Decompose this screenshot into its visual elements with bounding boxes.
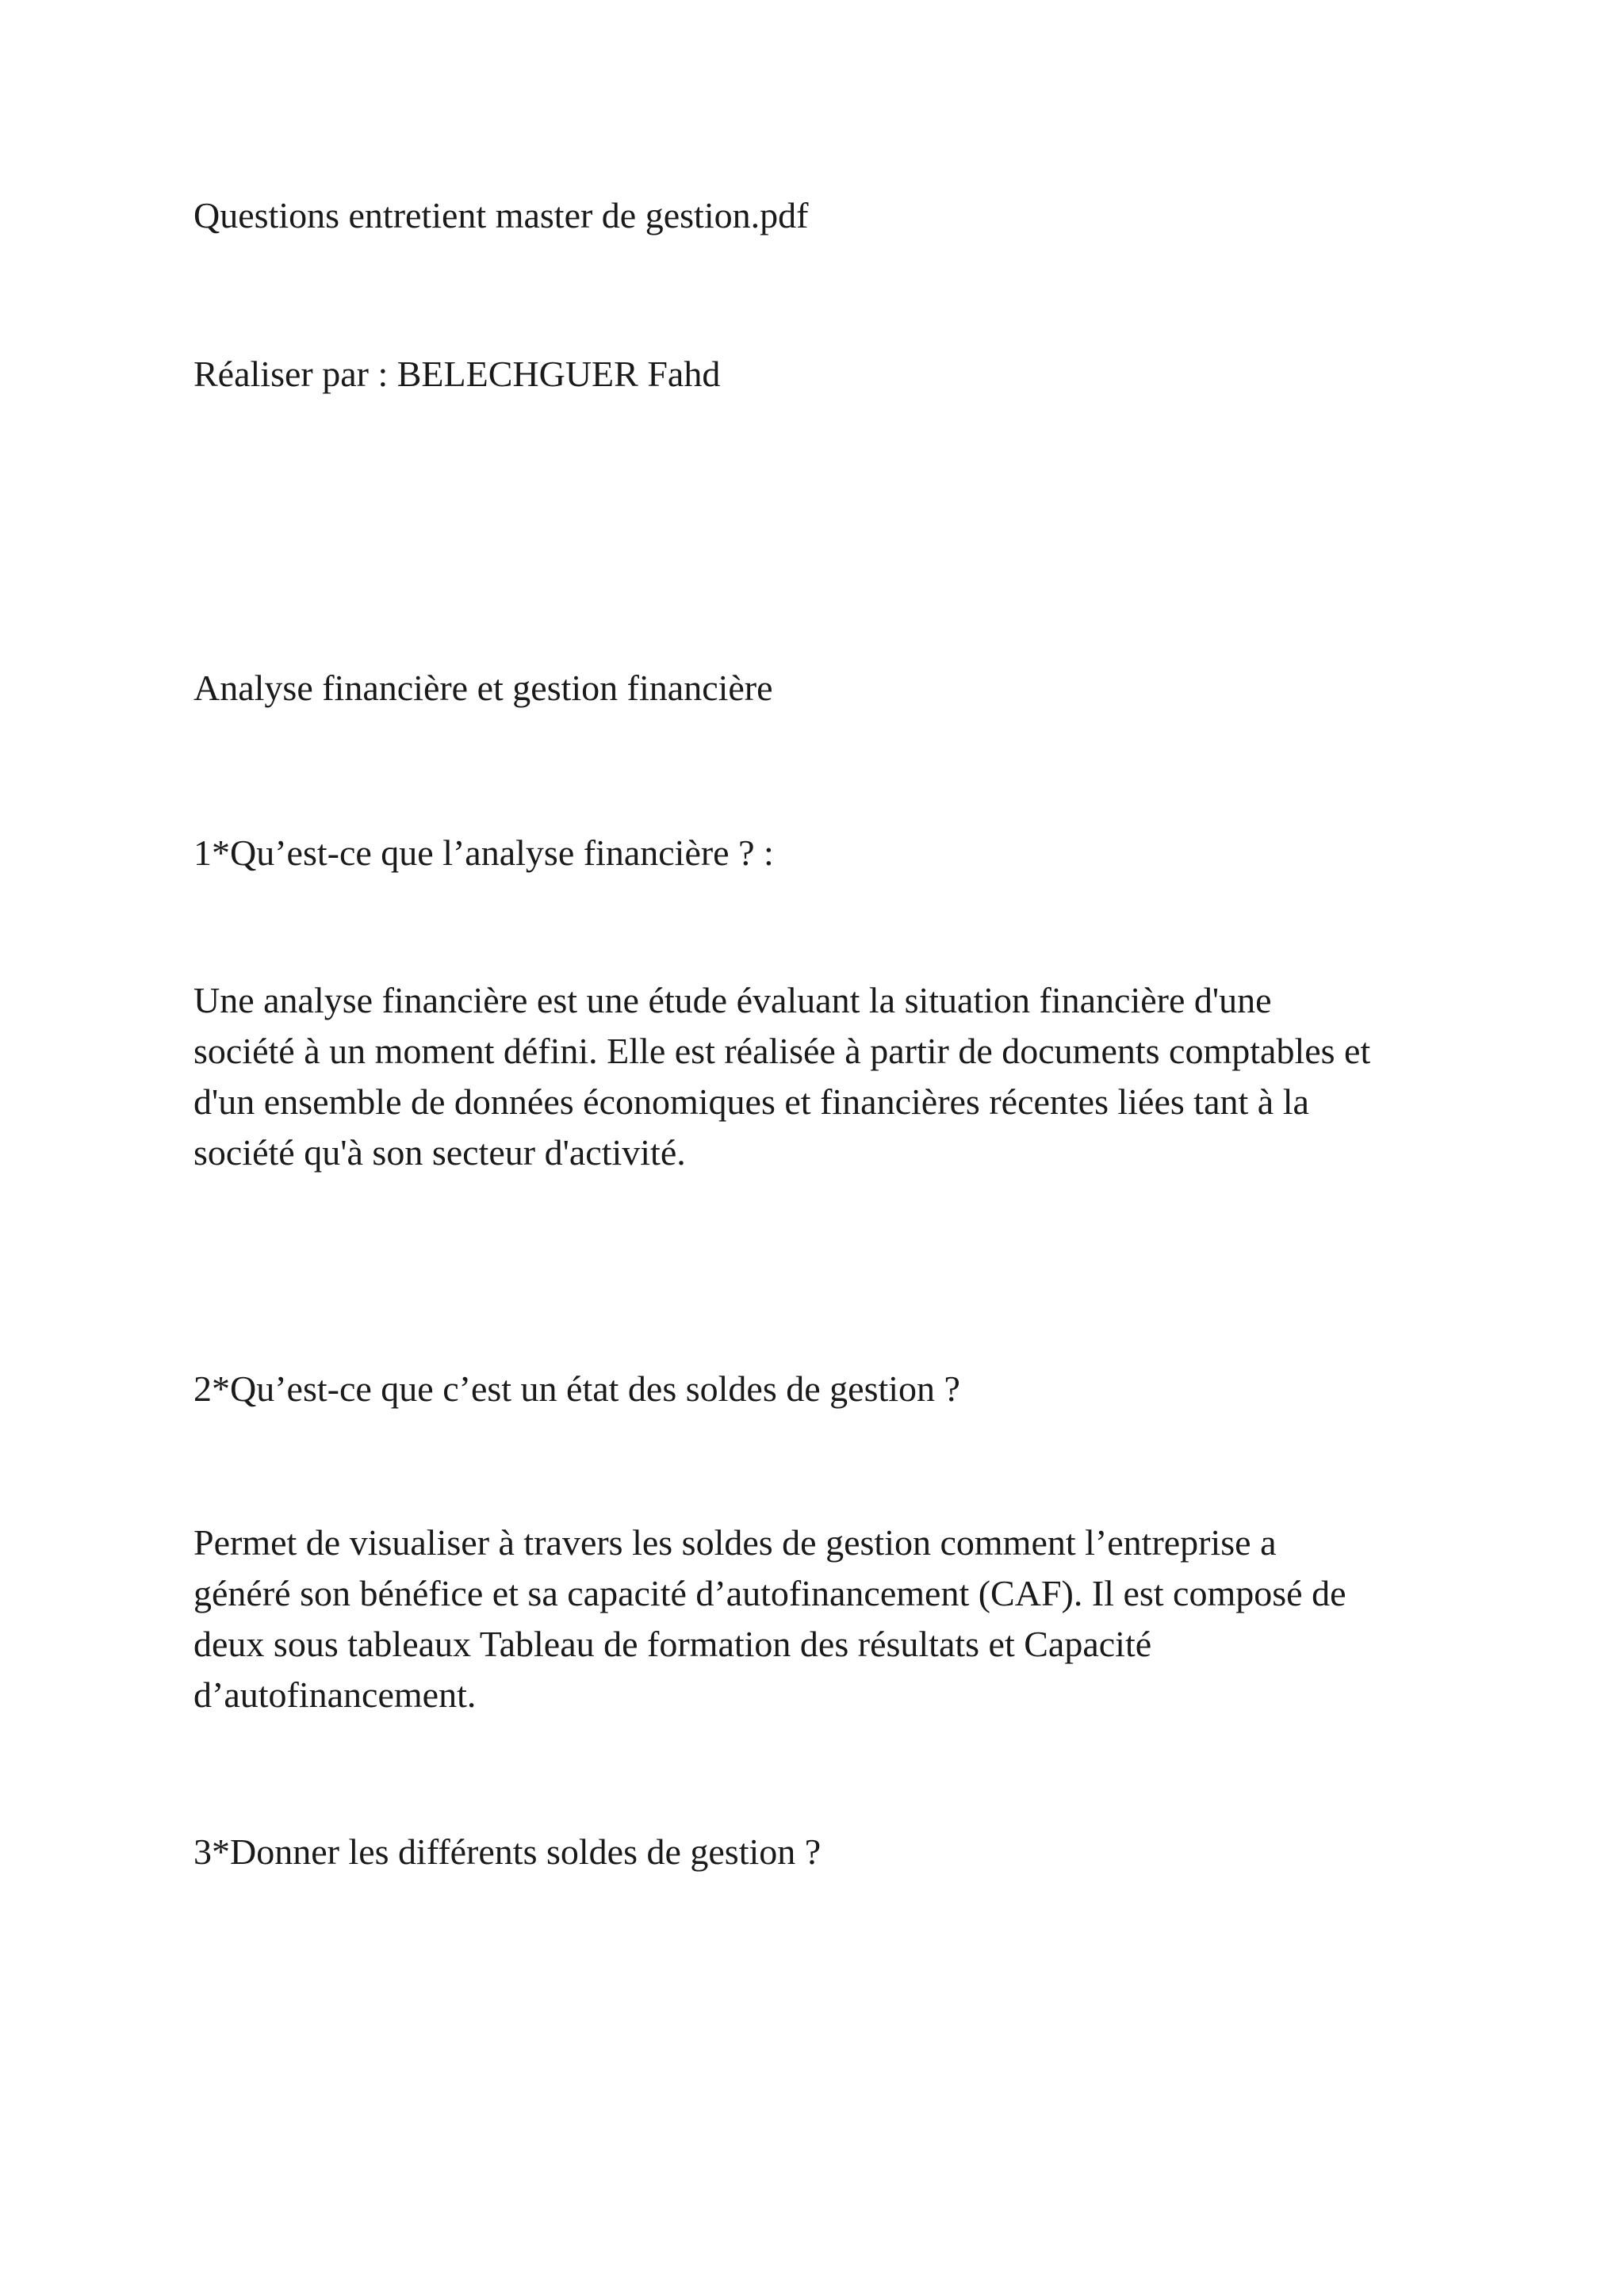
document-filename: Questions entretient master de gestion.pdf <box>193 195 809 235</box>
answer-1-line: d'un ensemble de données économiques et financières récentes liées tant à la <box>193 1081 1309 1122</box>
answer-1-line: société à un moment défini. Elle est réalisée à partir de documents comptables et <box>193 1031 1371 1071</box>
question-2: 2*Qu’est-ce que c’est un état des soldes de gestion ? <box>193 1368 960 1409</box>
question-1: 1*Qu’est-ce que l’analyse financière ? : <box>193 832 774 873</box>
answer-1-line: société qu'à son secteur d'activité. <box>193 1132 686 1173</box>
answer-2-line: généré son bénéfice et sa capacité d’autofinancement (CAF). Il est composé de <box>193 1573 1346 1613</box>
answer-2-line: deux sous tableaux Tableau de formation des résultats et Capacité <box>193 1624 1152 1664</box>
question-3: 3*Donner les différents soldes de gestion ? <box>193 1831 822 1872</box>
answer-1-line: Une analyse financière est une étude évaluant la situation financière d'une <box>193 980 1272 1020</box>
answer-2-line: Permet de visualiser à travers les soldes de gestion comment l’entreprise a <box>193 1522 1277 1563</box>
section-title: Analyse financière et gestion financière <box>193 668 773 708</box>
answer-1 <box>193 975 1478 1178</box>
answer-2 <box>193 1517 1478 1720</box>
answer-2-line: d’autofinancement. <box>193 1674 477 1715</box>
author-line: Réaliser par : BELECHGUER Fahd <box>193 354 721 394</box>
